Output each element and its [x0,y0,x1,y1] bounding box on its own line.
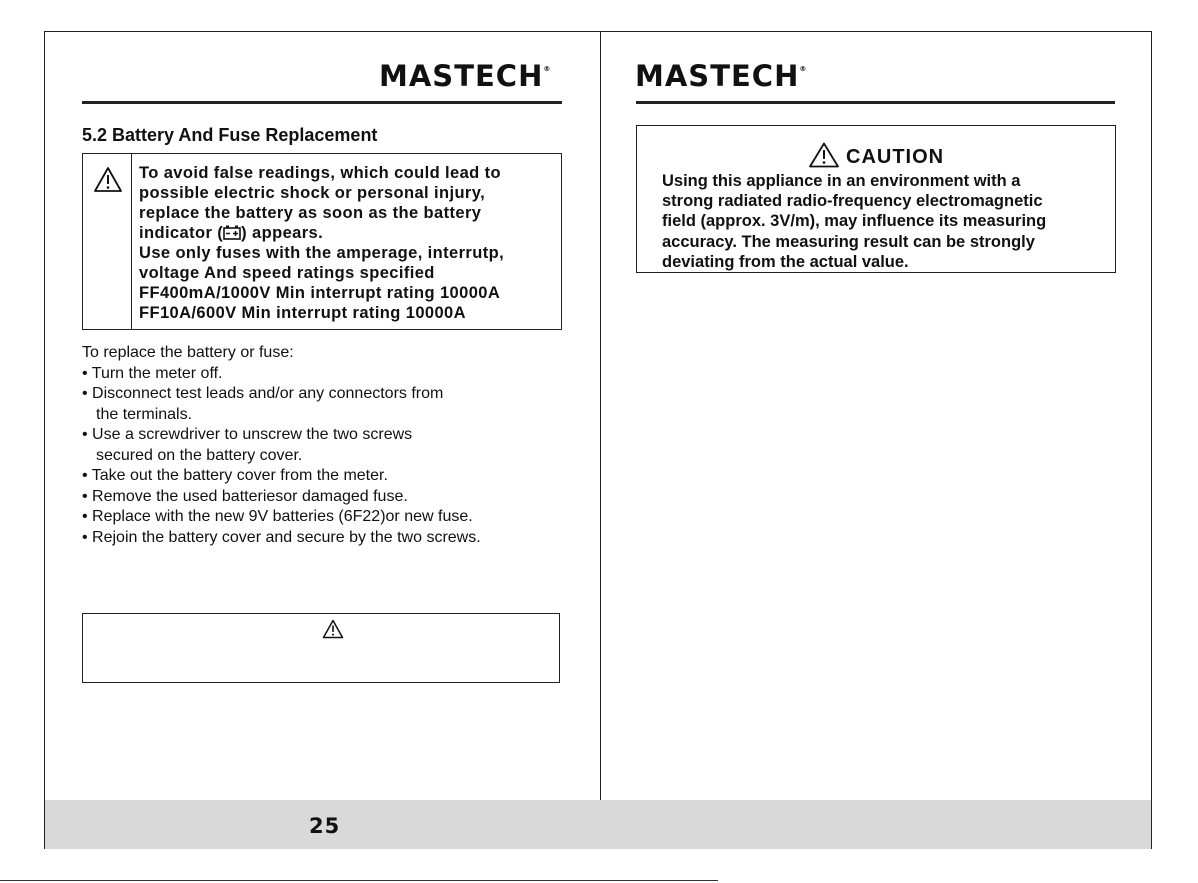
warning-text [139,163,559,323]
page-divider [600,32,601,800]
warning-line: To avoid false readings, which could lead to [139,164,502,182]
footer-band [45,800,1151,849]
procedure-step-continued: the terminals. [96,405,193,423]
header-rule-right [636,101,1115,104]
warning-line: FF400mA/1000V Min interrupt rating 10000A [139,284,501,302]
caution-line: field (approx. 3V/m), may influence its measuring [662,212,1047,231]
warning-line-part: ) appears. [241,224,324,242]
brand-logo-left: MASTECH® [379,59,552,93]
procedure-step: • Replace with the new 9V batteries (6F22)or new fuse. [82,508,473,525]
battery-icon [223,225,241,240]
procedure-step: • Use a screwdriver to unscrew the two screws [82,426,413,443]
empty-warning-box [82,613,560,683]
warning-box [82,153,562,330]
section-title: 5.2 Battery And Fuse Replacement [82,125,378,145]
warning-line [139,223,559,243]
page-number: 25 [309,814,341,838]
warning-line-part: indicator ( [139,224,224,242]
caution-title: CAUTION [846,146,945,168]
caution-box [636,125,1116,273]
caution-text [662,171,1112,272]
warning-triangle-icon [322,619,344,639]
warning-triangle-icon [808,142,840,168]
procedure-step: • Rejoin the battery cover and secure by the two screws. [82,528,481,546]
caution-line: accuracy. The measuring result can be strongly [662,232,1035,251]
procedure-step: • Disconnect test leads and/or any connectors from [82,385,444,402]
procedure-step: • Remove the used batteriesor damaged fuse. [82,487,408,505]
caution-line: Using this appliance in an environment with a [662,172,1021,190]
procedure-step: • Turn the meter off. [82,364,223,382]
procedure-intro: To replace the battery or fuse: [82,344,294,361]
caution-line: strong radiated radio-frequency electromagnetic [662,192,1043,211]
warning-line: replace the battery as soon as the battery [139,204,482,222]
header-rule-left [82,101,562,104]
replacement-procedure [82,343,562,548]
warning-line: Use only fuses with the amperage, interrutp, [139,244,505,262]
bottom-edge-line [0,880,718,881]
warning-icon-cell [83,154,132,329]
procedure-step: • Take out the battery cover from the meter. [82,467,388,484]
caution-line: deviating from the actual value. [662,252,909,271]
procedure-step-continued: secured on the battery cover. [96,446,303,464]
manual-spread [44,31,1152,849]
warning-line: possible electric shock or personal injury, [139,184,486,202]
brand-logo-right: MASTECH® [635,59,808,93]
warning-triangle-icon [93,166,123,193]
warning-line: FF10A/600V Min interrupt rating 10000A [139,304,466,322]
warning-line: voltage And speed ratings specified [139,264,435,282]
